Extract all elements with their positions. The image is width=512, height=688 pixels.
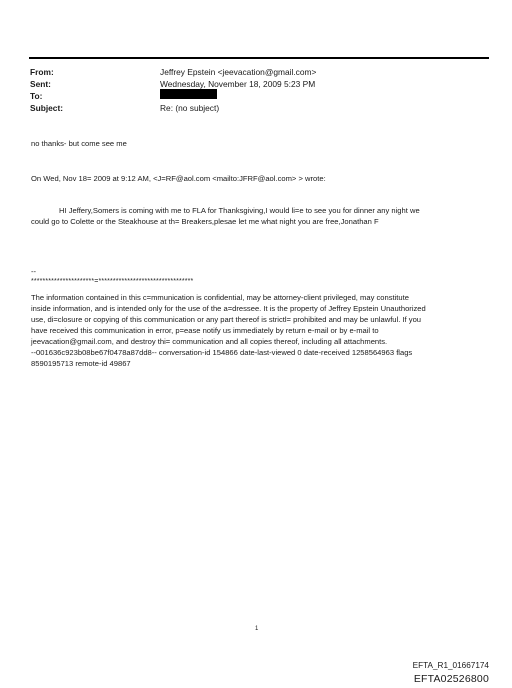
disclaimer [31,292,426,369]
disclaimer-line: jeevacation@gmail.com, and destroy thi= communication and all copies thereof, including all attachments. [31,337,388,346]
disclaimer-line: have received this communication in error, p=ease notify us immediately by return e-mail or by e-mail to [31,326,379,335]
header-rule [29,57,489,59]
disclaimer-line: use, di=closure or copying of this communication or any part thereof is strictl= prohibited and may be unlawful. If you [31,315,422,324]
quoted-message [31,205,420,227]
page-number: 1 [255,626,259,632]
quoted-line: could go to Colette or the Steakhouse at th= Breakers,plesae let me what night you are free,Jonathan F [31,217,379,226]
quoted-line: HI Jeffery,Somers is coming with me to FLA for Thanksgiving,I would li=e to see you for dinner any night we [59,206,420,215]
sent-value: Wednesday, November 18, 2009 5:23 PM [160,79,316,89]
from-value: Jeffrey Epstein <jeevacation@gmail.com> [160,67,317,77]
disclaimer-line: 8590195713 remote-id 49867 [31,359,131,368]
subject-label: Subject: [30,103,64,113]
signature-dash: -- [31,267,37,276]
quote-intro: On Wed, Nov 18= 2009 at 9:12 AM, <J=RF@aol.com <mailto:JFRF@aol.com> > wrote: [31,174,326,183]
sent-label: Sent: [30,79,51,89]
disclaimer-line: The information contained in this c=mmunication is confidential, may be attorney-client privileged, may constitute [31,293,409,302]
asterisk-separator: **********************=********************************* [31,278,194,285]
subject-value: Re: (no subject) [160,103,220,113]
document-reference-secondary: EFTA02526800 [413,673,489,685]
redaction-block [160,89,217,99]
from-label: From: [30,67,54,77]
document-reference-primary: EFTA_R1_01667174 [412,661,489,670]
to-label: To: [30,91,43,101]
disclaimer-line: inside information, and is intended only for the use of the a=dressee. It is the property of Jeffrey Epstein Unauthorized [31,304,426,313]
reply-text: no thanks- but come see me [31,139,127,148]
disclaimer-line: --001636c923b08be67f0478a87dd8-- conversation-id 154866 date-last-viewed 0 date-received 1258564963 flags [31,348,413,357]
